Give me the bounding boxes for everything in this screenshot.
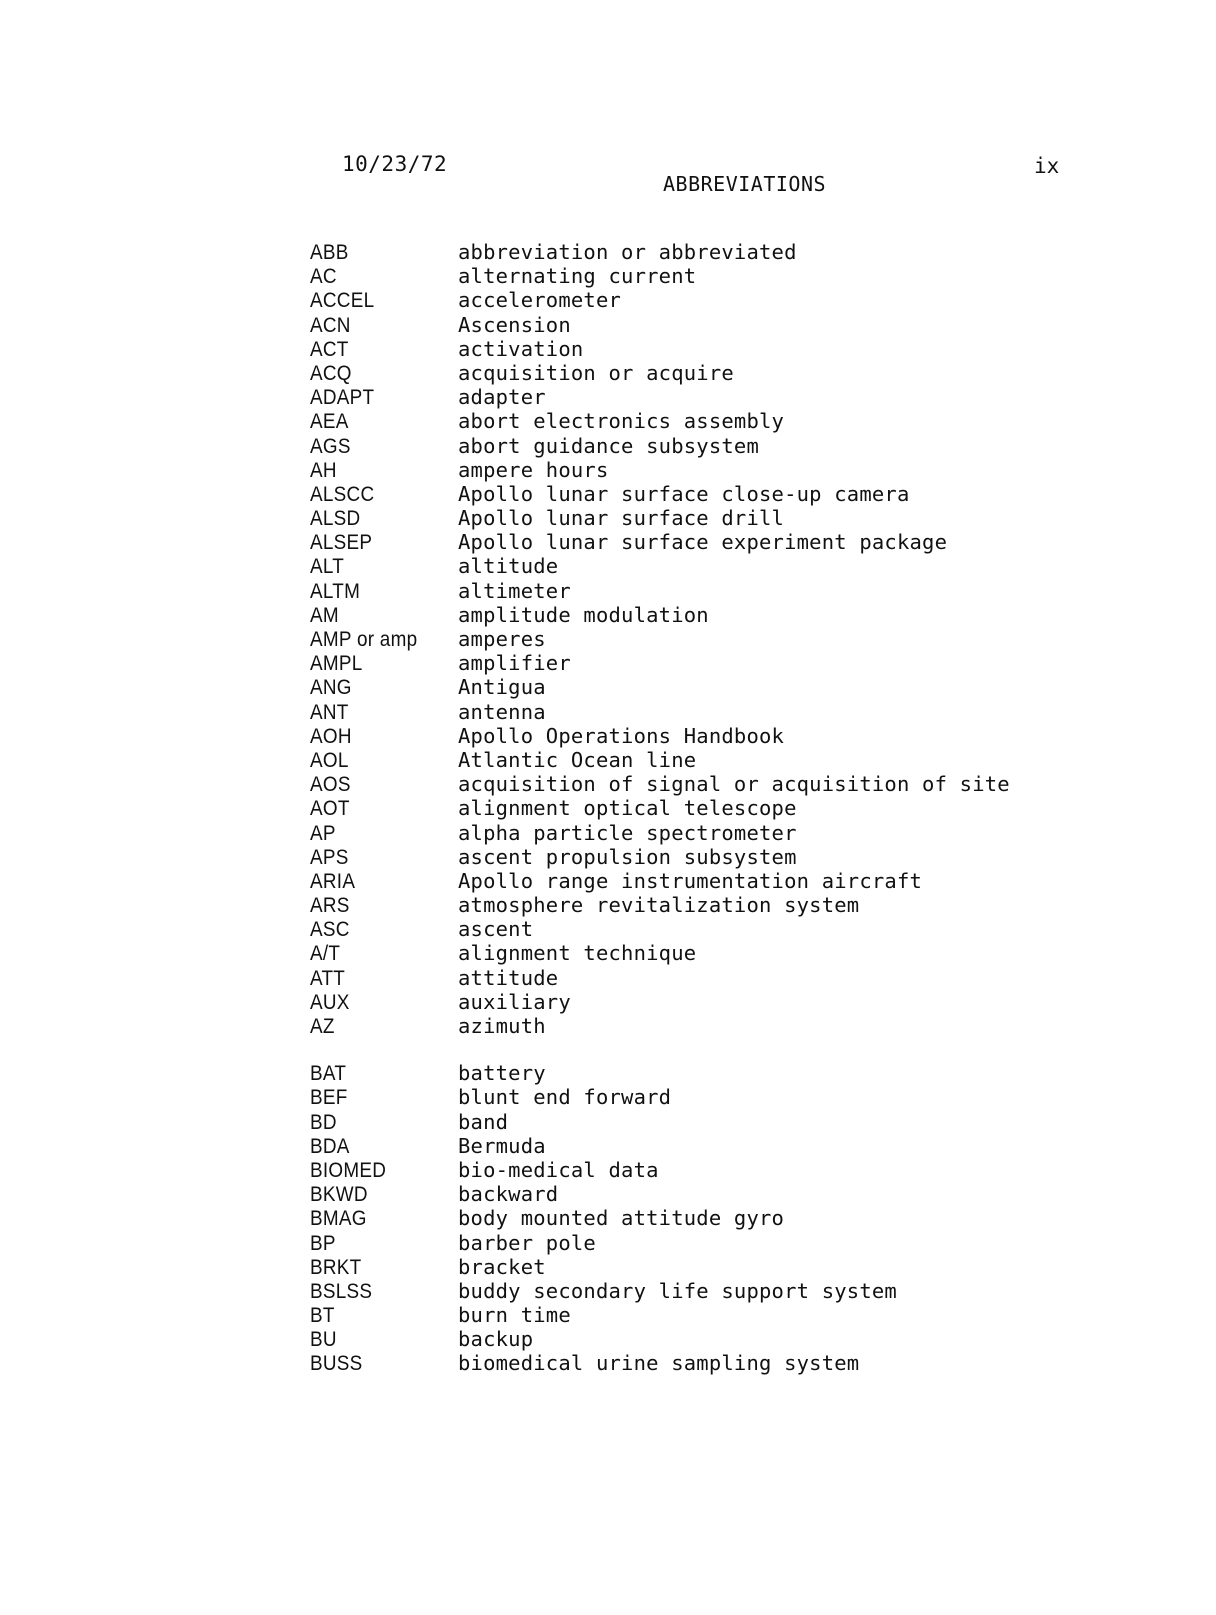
abbreviation-definition: Apollo range instrumentation aircraft: [458, 868, 923, 893]
abbreviation-term: ASC: [310, 918, 350, 942]
abbreviation-definition: amperes: [458, 627, 546, 651]
abbreviation-definition: barber pole: [458, 1230, 596, 1255]
abbreviation-definition: antenna: [458, 699, 546, 724]
abbreviation-entry: [310, 458, 1030, 482]
abbreviation-definition: abbreviation or abbreviated: [458, 240, 797, 264]
abbreviation-entry: [310, 337, 1030, 361]
abbreviation-entry: [310, 385, 1030, 409]
abbreviation-definition: battery: [458, 1061, 546, 1086]
abbreviation-entry: [310, 651, 1030, 675]
abbreviation-term: BMAG: [310, 1207, 367, 1231]
abbreviation-entry: [310, 869, 1030, 893]
abbreviation-term: BRKT: [310, 1255, 362, 1279]
abbreviation-term: AH: [310, 458, 337, 482]
abbreviation-definition: alternating current: [458, 264, 697, 289]
abbreviation-term: AMP or amp: [310, 628, 418, 651]
abbreviation-entry: [310, 941, 1030, 965]
abbreviation-entry: [310, 917, 1030, 941]
abbreviation-entry: [310, 264, 1030, 288]
abbreviation-definition: abort guidance subsystem: [458, 433, 760, 458]
abbreviation-term: AOT: [310, 797, 350, 821]
abbreviation-entry: [310, 821, 1030, 845]
abbreviation-term: AP: [310, 821, 336, 845]
abbreviation-entry: [310, 530, 1030, 554]
abbreviation-term: BU: [310, 1328, 337, 1352]
abbreviation-term: AEA: [310, 410, 349, 434]
abbreviation-definition: bracket: [458, 1254, 546, 1279]
abbreviation-term: BIOMED: [310, 1158, 387, 1182]
abbreviation-term: ABB: [310, 241, 349, 264]
abbreviation-definition: acquisition or acquire: [458, 360, 734, 385]
abbreviation-entry: [310, 1255, 1030, 1279]
abbreviation-entry: [310, 1231, 1030, 1255]
abbreviation-term: AOH: [310, 724, 352, 748]
abbreviation-definition: atmosphere revitalization system: [458, 893, 860, 918]
abbreviation-definition: biomedical urine sampling system: [458, 1351, 860, 1376]
abbreviation-definition: buddy secondary life support system: [458, 1278, 897, 1303]
abbreviation-entry: [310, 724, 1030, 748]
abbreviation-entry: [310, 1158, 1030, 1182]
abbreviation-definition: alignment technique: [458, 941, 697, 966]
document-date: 10/23/72: [342, 152, 448, 176]
abbreviation-term: ACCEL: [310, 289, 375, 313]
abbreviation-term: AOS: [310, 773, 351, 797]
abbreviation-definition: ascent: [458, 917, 534, 942]
abbreviation-term: ALSCC: [310, 482, 375, 506]
abbreviation-term: ALT: [310, 555, 345, 579]
abbreviation-list: [310, 240, 1030, 1376]
abbreviation-definition: azimuth: [458, 1014, 546, 1038]
abbreviation-definition: acquisition of signal or acquisition of site: [458, 772, 1010, 797]
abbreviation-term: BAT: [310, 1062, 347, 1086]
abbreviation-term: AC: [310, 265, 337, 289]
abbreviation-entry: [310, 748, 1030, 772]
abbreviation-definition: Apollo lunar surface drill: [458, 506, 785, 531]
abbreviation-entry: [310, 313, 1030, 337]
abbreviation-definition: Antigua: [458, 675, 546, 700]
abbreviation-entry: [310, 240, 1030, 264]
abbreviation-term: AUX: [310, 990, 350, 1014]
abbreviation-definition: attitude: [458, 965, 559, 990]
abbreviation-entry: [310, 1182, 1030, 1206]
abbreviation-term: BP: [310, 1231, 336, 1255]
abbreviation-term: APS: [310, 845, 349, 869]
abbreviation-entry: [310, 772, 1030, 796]
abbreviation-definition: Apollo lunar surface experiment package: [458, 530, 948, 555]
abbreviation-entry: [310, 554, 1030, 578]
abbreviation-term: BD: [310, 1110, 337, 1134]
abbreviation-entry: [310, 1014, 1030, 1038]
abbreviation-term: BSLSS: [310, 1279, 373, 1303]
abbreviation-entry: [310, 893, 1030, 917]
abbreviation-definition: abort electronics assembly: [458, 409, 785, 434]
abbreviation-entry: [310, 796, 1030, 820]
abbreviation-definition: accelerometer: [458, 288, 622, 313]
abbreviation-entry: [310, 1206, 1030, 1230]
abbreviation-entry: [310, 409, 1030, 433]
abbreviation-term: ALSD: [310, 507, 361, 531]
abbreviation-entry: [310, 1085, 1030, 1109]
abbreviation-definition: altimeter: [458, 578, 571, 603]
abbreviation-definition: altitude: [458, 554, 559, 579]
abbreviation-definition: Atlantic Ocean line: [458, 747, 697, 772]
abbreviation-definition: activation: [458, 336, 584, 361]
abbreviation-term: AGS: [310, 434, 351, 458]
abbreviation-definition: ascent propulsion subsystem: [458, 844, 797, 869]
abbreviation-entry: [310, 434, 1030, 458]
abbreviation-term: ATT: [310, 966, 346, 990]
abbreviation-definition: backup: [458, 1327, 534, 1352]
abbreviation-entry: [310, 845, 1030, 869]
abbreviation-definition: body mounted attitude gyro: [458, 1206, 785, 1231]
abbreviation-term: A/T: [310, 942, 341, 966]
abbreviation-term: ALSEP: [310, 531, 373, 555]
abbreviation-entry: [310, 482, 1030, 506]
abbreviation-term: ACQ: [310, 361, 352, 385]
abbreviation-term: BUSS: [310, 1352, 363, 1376]
abbreviation-definition: alpha particle spectrometer: [458, 820, 797, 845]
abbreviation-term: BDA: [310, 1134, 350, 1158]
abbreviation-definition: band: [458, 1109, 509, 1134]
abbreviation-definition: Bermuda: [458, 1133, 546, 1158]
abbreviation-entry: [310, 675, 1030, 699]
abbreviation-term: ANG: [310, 676, 352, 700]
abbreviation-term: ARIA: [310, 869, 356, 893]
abbreviation-definition: amplitude modulation: [458, 602, 709, 627]
abbreviation-definition: burn time: [458, 1303, 571, 1328]
abbreviation-term: AOL: [310, 748, 349, 772]
abbreviation-entry: [310, 1303, 1030, 1327]
abbreviation-entry: [310, 579, 1030, 603]
abbreviation-entry: [310, 361, 1030, 385]
abbreviation-definition: backward: [458, 1182, 559, 1207]
abbreviation-entry: [310, 1061, 1030, 1085]
abbreviation-entry: [310, 506, 1030, 530]
abbreviation-definition: Apollo lunar surface close-up camera: [458, 481, 910, 506]
abbreviation-entry: [310, 603, 1030, 627]
abbreviation-term: ACN: [310, 313, 351, 337]
abbreviation-definition: bio-medical data: [458, 1157, 659, 1182]
abbreviation-entry: [310, 700, 1030, 724]
abbreviation-entry: [310, 1110, 1030, 1134]
abbreviation-entry: [310, 966, 1030, 990]
abbreviation-entry: [310, 990, 1030, 1014]
abbreviation-term: BT: [310, 1304, 335, 1328]
abbreviation-definition: adapter: [458, 385, 546, 410]
abbreviation-term: AZ: [310, 1015, 335, 1038]
abbreviation-term: ADAPT: [310, 386, 375, 410]
abbreviation-term: ARS: [310, 894, 350, 918]
abbreviation-definition: auxiliary: [458, 989, 571, 1014]
abbreviation-entry: [310, 1327, 1030, 1351]
abbreviation-term: ALTM: [310, 579, 361, 603]
page-number: ix: [1034, 154, 1060, 178]
abbreviation-term: BKWD: [310, 1183, 368, 1207]
abbreviation-entry: [310, 1279, 1030, 1303]
abbreviation-group: [310, 1061, 1030, 1375]
abbreviation-definition: amplifier: [458, 651, 571, 676]
abbreviation-definition: Apollo Operations Handbook: [458, 723, 785, 748]
abbreviation-entry: [310, 627, 1030, 651]
abbreviation-entry: [310, 1134, 1030, 1158]
abbreviation-definition: ampere hours: [458, 457, 609, 482]
abbreviation-definition: alignment optical telescope: [458, 796, 797, 821]
abbreviation-group: [310, 240, 1030, 1038]
abbreviation-entry: [310, 288, 1030, 312]
abbreviation-term: ACT: [310, 337, 349, 361]
abbreviation-definition: blunt end forward: [458, 1085, 672, 1110]
abbreviation-term: AM: [310, 603, 339, 627]
abbreviation-term: BEF: [310, 1086, 348, 1110]
abbreviation-term: AMPL: [310, 652, 363, 676]
abbreviation-definition: Ascension: [458, 312, 571, 337]
abbreviation-entry: [310, 1351, 1030, 1375]
abbreviation-term: ANT: [310, 700, 349, 724]
page-title: ABBREVIATIONS: [663, 172, 827, 196]
